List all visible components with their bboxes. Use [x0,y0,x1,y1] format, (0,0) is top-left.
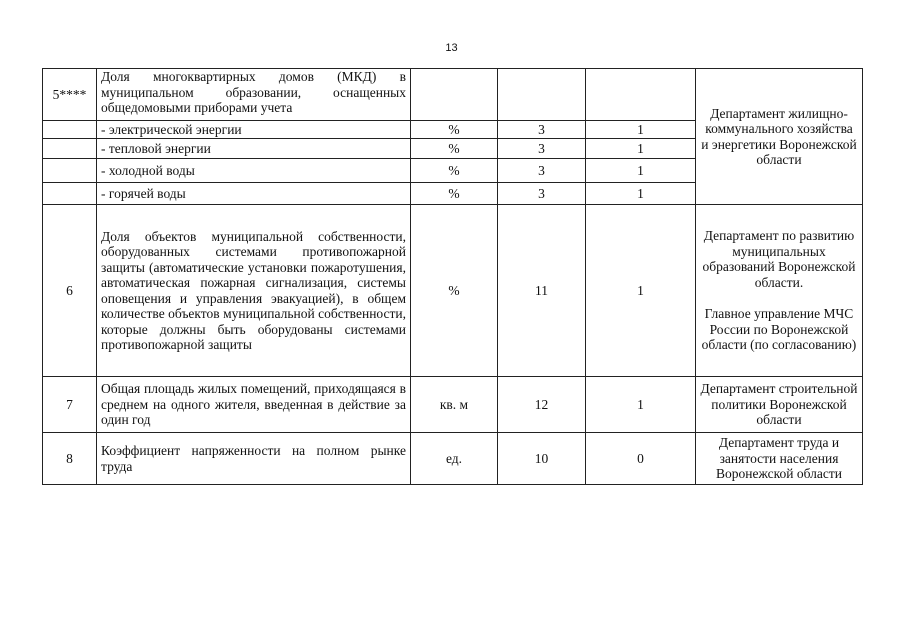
spacer [700,290,858,306]
table-row [43,205,863,377]
value-cell: 1 [586,377,696,433]
row-number: 8 [43,433,97,485]
indicator-text: Доля многоквартирных домов (МКД) в муниципальном образовании, оснащенных общедомовыми приборами учета [97,69,411,121]
value-cell: 12 [498,377,586,433]
indicators-table [42,68,863,485]
unit-cell: % [411,121,498,139]
value-cell: 1 [586,139,696,159]
indicator-text: Коэффициент напряженности на полном рынке труда [97,433,411,485]
value-cell: 10 [498,433,586,485]
responsible-cell: Департамент жилищно-коммунального хозяйства и энергетики Воронежской области [696,69,863,205]
row-number: 5**** [43,69,97,121]
responsible-cell [696,205,863,377]
value-cell: 1 [586,159,696,183]
table-row [43,69,863,121]
unit-cell: ед. [411,433,498,485]
unit-cell: % [411,139,498,159]
indicator-text: - горячей воды [97,183,411,205]
value-cell: 3 [498,139,586,159]
unit-cell: кв. м [411,377,498,433]
value-cell [586,69,696,121]
row-number: 7 [43,377,97,433]
row-number [43,183,97,205]
responsible-department: Главное управление МЧС России по Воронежской области (по согласованию) [701,306,857,353]
table-row [43,433,863,485]
unit-cell: % [411,159,498,183]
value-cell: 3 [498,159,586,183]
unit-cell: % [411,183,498,205]
row-number: 6 [43,205,97,377]
responsible-cell: Департамент строительной политики Воронежской области [696,377,863,433]
responsible-cell: Департамент труда и занятости населения Воронежской области [696,433,863,485]
page-number: 13 [445,42,458,54]
table-row [43,377,863,433]
unit-cell: % [411,205,498,377]
row-number [43,121,97,139]
value-cell: 1 [586,205,696,377]
value-cell: 0 [586,433,696,485]
unit-cell [411,69,498,121]
responsible-department: Департамент по развитию муниципальных образований Воронежской области. [702,228,856,290]
value-cell: 3 [498,121,586,139]
indicator-text: Общая площадь жилых помещений, приходящаяся в среднем на одного жителя, введенная в действие за один год [97,377,411,433]
indicator-text: - тепловой энергии [97,139,411,159]
indicator-text: - электрической энергии [97,121,411,139]
row-number [43,159,97,183]
indicator-text: Доля объектов муниципальной собственности, оборудованных системами противопожарной защиты (автоматические установки пожаротушения, автоматическая пожарная сигнализация, системы оповещения и управления эвакуацией), в общем количестве объектов муниципальной собственности, которые должны быть оборудованы системами противопожарной защиты [97,205,411,377]
value-cell: 1 [586,183,696,205]
indicator-text: - холодной воды [97,159,411,183]
value-cell: 1 [586,121,696,139]
row-number [43,139,97,159]
value-cell [498,69,586,121]
value-cell: 3 [498,183,586,205]
value-cell: 11 [498,205,586,377]
